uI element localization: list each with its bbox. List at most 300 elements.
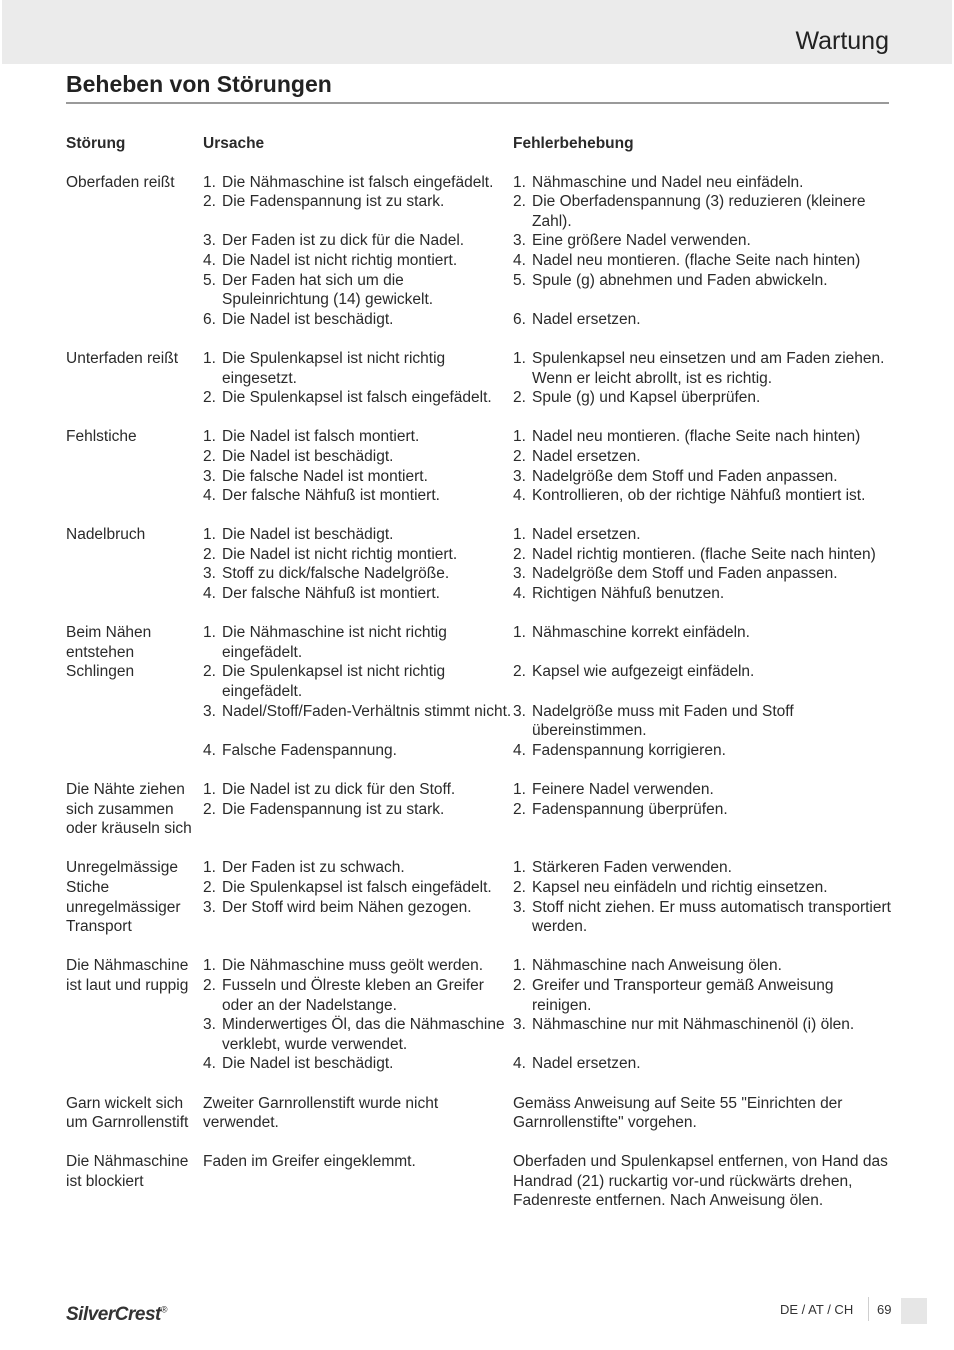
item-number: 1.: [203, 624, 216, 642]
cause-text: Fusseln und Ölreste kleben an Greifer oder an der Nadelstange.: [222, 976, 484, 1014]
fix-text: Nadel ersetzen.: [532, 1055, 641, 1073]
item-number: 2.: [513, 389, 526, 407]
cause-cell: [203, 173, 513, 193]
item-number: 6.: [513, 310, 526, 328]
cause-text: Zweiter Garnrollenstift wurde nicht verwendet.: [203, 1094, 439, 1132]
cause-cell: [203, 192, 513, 231]
cause-fix-pair: [203, 584, 896, 604]
fix-cell: [513, 741, 896, 761]
cause-list-item: [203, 467, 513, 487]
item-number: 3.: [203, 898, 216, 916]
fix-list-item: [513, 349, 896, 388]
cause-cell: [203, 976, 513, 1015]
item-number: 2.: [203, 663, 216, 681]
cause-fix-group: [203, 956, 896, 1074]
problem-cell: Beim Nähen entstehen Schlingen: [66, 624, 152, 681]
problem-cell: Garn wickelt sich um Garnrollenstift: [66, 1094, 189, 1132]
item-number: 2.: [513, 878, 526, 896]
fix-cell: [513, 271, 896, 310]
cause-text: Die Spulenkapsel ist falsch eingefädelt.: [222, 389, 492, 407]
item-number: 2.: [203, 389, 216, 407]
item-number: 4.: [513, 487, 526, 505]
fix-list-item: [513, 467, 896, 487]
fix-cell: [513, 584, 896, 604]
fix-list-item: [513, 800, 896, 820]
cause-cell: [203, 231, 513, 251]
item-number: 3.: [513, 702, 526, 720]
item-number: 1.: [203, 428, 216, 446]
fix-cell: [513, 878, 896, 898]
fix-cell: [513, 427, 896, 447]
fix-list-item: [513, 976, 896, 1015]
cause-text: Die Nähmaschine muss geölt werden.: [222, 957, 484, 975]
fix-text: Fadenspannung korrigieren.: [532, 741, 726, 759]
footer-languages: DE / AT / CH: [780, 1302, 854, 1317]
fix-list-item: [513, 623, 896, 643]
fix-cell: [513, 525, 896, 545]
table-body: [66, 173, 896, 1211]
page-number: 69: [877, 1302, 892, 1317]
cause-fix-pair: [203, 702, 896, 741]
cause-fix-pair: [203, 251, 896, 271]
item-number: 2.: [513, 193, 526, 211]
cause-fix-group: [203, 427, 896, 505]
fix-text: Eine größere Nadel verwenden.: [532, 232, 751, 250]
cause-list-item: [203, 956, 513, 976]
page-title: Beheben von Störungen: [66, 71, 332, 97]
cause-text: Die falsche Nadel ist montiert.: [222, 467, 428, 485]
cause-text: Der Stoff wird beim Nähen gezogen.: [222, 898, 472, 916]
cause-text: Die Nadel ist beschädigt.: [222, 526, 394, 544]
fix-list-item: [513, 702, 896, 741]
cause-list-item: [203, 447, 513, 467]
cause-fix-pair: [203, 564, 896, 584]
fix-text: Feinere Nadel verwenden.: [532, 781, 714, 798]
fix-text: Stärkeren Faden verwenden.: [532, 859, 732, 877]
cause-cell: [203, 702, 513, 741]
cause-text: Die Fadenspannung ist zu stark.: [222, 800, 445, 818]
footer-divider: [868, 1297, 869, 1321]
column-header-problem: Störung: [66, 135, 126, 152]
fix-cell: [513, 956, 896, 976]
cause-list-item: [203, 976, 513, 1015]
cause-fix-pair: [203, 800, 896, 820]
cause-text: Nadel/Stoff/Faden-Verhältnis stimmt nicht.: [222, 702, 512, 720]
cause-list-item: [203, 1054, 513, 1074]
cause-text: Faden im Greifer eingeklemmt.: [203, 1153, 416, 1171]
cause-cell: [203, 1015, 513, 1054]
cause-fix-group: [203, 623, 896, 760]
cause-cell: [203, 800, 513, 820]
cause-cell: [203, 271, 513, 310]
fix-cell: [513, 564, 896, 584]
column-header-cause: Ursache: [203, 135, 265, 152]
cause-text: Der Faden ist zu dick für die Nadel.: [222, 232, 465, 250]
item-number: 1.: [513, 781, 526, 798]
fix-list-item: [513, 388, 896, 408]
cause-fix-pair: [203, 427, 896, 447]
item-number: 1.: [203, 349, 216, 367]
table-row: [66, 173, 896, 330]
fix-list-item: [513, 486, 896, 506]
fix-text: Nähmaschine und Nadel neu einfädeln.: [532, 173, 804, 191]
cause-fix-pair: [203, 310, 896, 330]
fix-list-item: [513, 545, 896, 565]
section-title: Wartung: [795, 27, 889, 55]
item-number: 3.: [513, 898, 526, 916]
cause-text: Die Nadel ist nicht richtig montiert.: [222, 545, 458, 563]
item-number: 3.: [203, 232, 216, 250]
fix-text: Nadelgröße muss mit Faden und Stoff übereinstimmen.: [532, 702, 794, 740]
fix-text: Gemäss Anweisung auf Seite 55 "Einrichten der Garnrollenstifte" vorgehen.: [513, 1094, 843, 1132]
cause-text: Die Fadenspannung ist zu stark.: [222, 193, 445, 211]
fix-cell: [513, 976, 896, 1015]
item-number: 2.: [203, 193, 216, 211]
table-row: [66, 525, 896, 603]
cause-text: Die Nähmaschine ist falsch eingefädelt.: [222, 173, 494, 191]
fix-text: Kapsel wie aufgezeigt einfädeln.: [532, 663, 755, 681]
fix-text: Kapsel neu einfädeln und richtig einsetzen.: [532, 878, 828, 896]
fix-text: Kontrollieren, ob der richtige Nähfuß montiert ist.: [532, 487, 866, 505]
fix-list-item: [513, 956, 896, 976]
cause-fix-pair: [203, 173, 896, 193]
cause-cell: [203, 1054, 513, 1074]
fix-list-item: [513, 173, 896, 193]
item-number: 5.: [513, 271, 526, 289]
fix-list-item: [513, 898, 896, 937]
fix-list-item: [513, 427, 896, 447]
cause-list-item: [203, 662, 513, 701]
cause-fix-pair: [203, 623, 896, 662]
cause-cell: [203, 780, 513, 800]
problem-cell: Die Nähmaschine ist laut und ruppig: [66, 957, 189, 994]
cause-cell: [203, 662, 513, 701]
problem-cell: Die Nähte ziehen sich zusammen oder kräuseln sich: [66, 781, 192, 838]
item-number: 4.: [203, 1055, 216, 1073]
cause-cell: [203, 388, 513, 408]
fix-cell: [513, 800, 896, 820]
cause-cell: [203, 251, 513, 271]
item-number: 2.: [513, 545, 526, 563]
cause-fix-pair: [203, 271, 896, 310]
cause-fix-pair: [203, 231, 896, 251]
item-number: 5.: [203, 271, 216, 289]
cause-fix-pair: [203, 467, 896, 487]
fix-list-item: [513, 780, 896, 800]
item-number: 2.: [203, 878, 216, 896]
item-number: 3.: [203, 467, 216, 485]
fix-text: Nähmaschine nur mit Nähmaschinenöl (i) ölen.: [532, 1016, 855, 1034]
table-header-row: [66, 134, 896, 154]
fix-cell: [513, 858, 896, 878]
cause-fix-group: [203, 1152, 896, 1211]
fix-text: Spule (g) abnehmen und Faden abwickeln.: [532, 271, 828, 289]
cause-list-item: [203, 702, 513, 722]
cause-list-item: [203, 741, 513, 761]
cause-text: Die Nähmaschine ist nicht richtig eingefädelt.: [222, 624, 447, 661]
fix-text: Spule (g) und Kapsel überprüfen.: [532, 389, 761, 407]
fix-cell: [513, 447, 896, 467]
cause-cell: [203, 486, 513, 506]
item-number: 1.: [513, 173, 526, 191]
fix-cell: [513, 1015, 896, 1054]
cause-text: Die Nadel ist nicht richtig montiert.: [222, 251, 458, 269]
cause-fix-group: [203, 173, 896, 330]
cause-fix-pair: [203, 1015, 896, 1054]
item-number: 3.: [203, 702, 216, 720]
item-number: 1.: [203, 859, 216, 877]
column-header-fix: Fehlerbehebung: [513, 135, 634, 152]
cause-text: Der falsche Nähfuß ist montiert.: [222, 487, 440, 505]
problem-cell: Unregelmässige Stiche unregelmässiger Transport: [66, 859, 181, 936]
cause-fix-group: [203, 525, 896, 603]
cause-fix-pair: [203, 898, 896, 937]
fix-cell: [513, 486, 896, 506]
item-number: 2.: [203, 545, 216, 563]
cause-list-item: [203, 780, 513, 800]
cause-list-item: [203, 584, 513, 604]
cause-list-item: [203, 525, 513, 545]
cause-cell: [203, 1094, 513, 1133]
item-number: 1.: [203, 526, 216, 544]
fix-cell: [513, 173, 896, 193]
fix-text: Die Oberfadenspannung (3) reduzieren (kleinere Zahl).: [532, 193, 866, 230]
item-number: 3.: [513, 1016, 526, 1034]
item-number: 2.: [513, 663, 526, 681]
fix-cell: [513, 192, 896, 231]
item-number: 6.: [203, 310, 216, 328]
cause-cell: [203, 584, 513, 604]
fix-list-item: [513, 1015, 896, 1035]
item-number: 1.: [513, 859, 526, 877]
fix-list-item: [513, 192, 896, 231]
cause-list-item: [203, 858, 513, 878]
cause-text: Minderwertiges Öl, das die Nähmaschine verklebt, wurde verwendet.: [222, 1016, 505, 1053]
cause-text: Die Nadel ist zu dick für den Stoff.: [222, 781, 456, 798]
cause-text: Der Faden ist zu schwach.: [222, 859, 405, 877]
fix-list-item: [513, 447, 896, 467]
cause-cell: [203, 427, 513, 447]
cause-fix-pair: [203, 741, 896, 761]
fix-list-item: [513, 251, 896, 271]
cause-fix-pair: [203, 545, 896, 565]
cause-fix-pair: [203, 780, 896, 800]
item-number: 3.: [203, 1016, 216, 1034]
item-number: 4.: [203, 585, 216, 603]
fix-list-item: [513, 1054, 896, 1074]
item-number: 3.: [513, 565, 526, 583]
table-row: [66, 858, 896, 936]
fix-list-item: [513, 310, 896, 330]
fix-cell: [513, 545, 896, 565]
cause-cell: [203, 545, 513, 565]
problem-cell: Nadelbruch: [66, 526, 146, 544]
cause-list-item: [203, 271, 513, 310]
cause-list-item: [203, 251, 513, 271]
cause-cell: [203, 447, 513, 467]
cause-fix-pair: [203, 349, 896, 388]
item-number: 1.: [513, 957, 526, 975]
item-number: 1.: [203, 173, 216, 191]
cause-fix-pair: [203, 388, 896, 408]
fix-text: Spulenkapsel neu einsetzen und am Faden ziehen. Wenn er leicht abrollt, ist es richtig.: [532, 349, 885, 387]
cause-text: Die Spulenkapsel ist nicht richtig eingesetzt.: [222, 349, 446, 387]
fix-text: Nadelgröße dem Stoff und Faden anpassen.: [532, 565, 838, 583]
item-number: 4.: [513, 741, 526, 759]
fix-list-item: [513, 662, 896, 682]
fix-text: Nadel ersetzen.: [532, 526, 641, 544]
troubleshooting-table: [66, 134, 896, 1231]
cause-cell: [203, 741, 513, 761]
item-number: 1.: [513, 624, 526, 642]
problem-cell: Die Nähmaschine ist blockiert: [66, 1153, 189, 1190]
cause-text: Die Nadel ist beschädigt.: [222, 1055, 394, 1073]
fix-text: Nadelgröße dem Stoff und Faden anpassen.: [532, 467, 838, 485]
cause-cell: [203, 564, 513, 584]
problem-cell: Unterfaden reißt: [66, 349, 178, 367]
cause-text: Falsche Fadenspannung.: [222, 741, 397, 759]
item-number: 3.: [513, 232, 526, 250]
fix-cell: [513, 623, 896, 662]
table-row: [66, 1152, 896, 1211]
fix-list-item: [513, 231, 896, 251]
table-row: [66, 780, 896, 839]
item-number: 4.: [203, 741, 216, 759]
fix-cell: [513, 898, 896, 937]
fix-list-item: [513, 858, 896, 878]
fix-text: Nadel neu montieren. (flache Seite nach hinten): [532, 251, 861, 269]
fix-text: Stoff nicht ziehen. Er muss automatisch transportiert werden.: [532, 898, 891, 936]
problem-cell: Fehlstiche: [66, 428, 137, 446]
table-row: [66, 623, 896, 760]
cause-text: Stoff zu dick/falsche Nadelgröße.: [222, 565, 450, 583]
cause-list-item: [203, 564, 513, 584]
item-number: 2.: [203, 800, 216, 818]
fix-cell: [513, 349, 896, 388]
table-row: [66, 427, 896, 505]
item-number: 2.: [203, 447, 216, 465]
fix-list-item: [513, 741, 896, 761]
item-number: 4.: [513, 585, 526, 603]
fix-text: Greifer und Transporteur gemäß Anweisung reinigen.: [532, 976, 834, 1014]
cause-text: Der Faden hat sich um die Spuleinrichtung (14) gewickelt.: [222, 271, 434, 309]
cause-fix-pair: [203, 192, 896, 231]
cause-list-item: [203, 545, 513, 565]
cause-list-item: [203, 898, 513, 918]
cause-list-item: [203, 878, 513, 898]
cause-cell: [203, 1152, 513, 1211]
item-number: 4.: [513, 251, 526, 269]
cause-list-item: [203, 1015, 513, 1054]
item-number: 1.: [513, 526, 526, 544]
cause-cell: [203, 623, 513, 662]
fix-cell: [513, 1054, 896, 1074]
cause-list-item: [203, 192, 513, 212]
cause-cell: [203, 310, 513, 330]
item-number: 3.: [203, 565, 216, 583]
cause-fix-pair: [203, 525, 896, 545]
cause-cell: [203, 858, 513, 878]
cause-list-item: [203, 427, 513, 447]
cause-cell: [203, 349, 513, 388]
cause-fix-group: [203, 780, 896, 839]
cause-text: Die Spulenkapsel ist falsch eingefädelt.: [222, 878, 492, 896]
cause-list-item: [203, 388, 513, 408]
cause-fix-pair: [203, 1152, 896, 1211]
table-row: [66, 349, 896, 408]
item-number: 4.: [513, 1055, 526, 1073]
fix-text: Nähmaschine korrekt einfädeln.: [532, 624, 750, 642]
cause-list-item: [203, 486, 513, 506]
cause-list-item: [203, 800, 513, 820]
item-number: 4.: [203, 487, 216, 505]
cause-fix-pair: [203, 447, 896, 467]
title-divider: [66, 102, 889, 104]
item-number: 2.: [513, 800, 526, 818]
table-row: [66, 956, 896, 1074]
cause-fix-pair: [203, 662, 896, 701]
item-number: 2.: [513, 976, 526, 994]
fix-text: Richtigen Nähfuß benutzen.: [532, 585, 725, 603]
fix-cell: [513, 780, 896, 800]
cause-text: Die Spulenkapsel ist nicht richtig eingefädelt.: [222, 663, 446, 701]
item-number: 4.: [203, 251, 216, 269]
fix-list-item: [513, 525, 896, 545]
item-number: 3.: [513, 467, 526, 485]
cause-list-item: [203, 349, 513, 388]
cause-fix-group: [203, 858, 896, 936]
cause-fix-group: [203, 1094, 896, 1133]
cause-cell: [203, 956, 513, 976]
fix-text: Nadel ersetzen.: [532, 447, 641, 465]
cause-fix-pair: [203, 858, 896, 878]
cause-list-item: [203, 310, 513, 330]
brand-name: SilverCrest: [66, 1304, 161, 1325]
cause-fix-pair: [203, 1094, 896, 1133]
cause-cell: [203, 525, 513, 545]
brand-logo: [66, 1304, 167, 1326]
fix-list-item: [513, 584, 896, 604]
registered-mark: ®: [160, 1304, 167, 1315]
fix-text: Nähmaschine nach Anweisung ölen.: [532, 957, 782, 975]
cause-fix-pair: [203, 486, 896, 506]
cause-list-item: [203, 173, 513, 193]
fix-cell: [513, 388, 896, 408]
footer-tab-marker: [901, 1298, 927, 1324]
fix-list-item: [513, 878, 896, 898]
fix-cell: [513, 1152, 896, 1211]
cause-cell: [203, 467, 513, 487]
item-number: 2.: [203, 976, 216, 994]
cause-fix-group: [203, 349, 896, 408]
cause-list-item: [203, 231, 513, 251]
cause-cell: [203, 878, 513, 898]
fix-text: Fadenspannung überprüfen.: [532, 800, 728, 818]
table-row: [66, 1094, 896, 1133]
item-number: 1.: [513, 349, 526, 367]
cause-fix-pair: [203, 976, 896, 1015]
fix-text: Nadel richtig montieren. (flache Seite nach hinten): [532, 545, 876, 563]
fix-cell: [513, 251, 896, 271]
cause-text: Der falsche Nähfuß ist montiert.: [222, 585, 440, 603]
item-number: 2.: [513, 447, 526, 465]
fix-cell: [513, 662, 896, 701]
cause-text: Die Nadel ist beschädigt.: [222, 310, 394, 328]
cause-text: Die Nadel ist beschädigt.: [222, 447, 394, 465]
fix-text: Oberfaden und Spulenkapsel entfernen, von Hand das Handrad (21) ruckartig vor-und rückwärts drehen, Fadenreste entfernen. Nach Anweisung ölen.: [513, 1153, 888, 1210]
item-number: 1.: [203, 781, 216, 798]
fix-list-item: [513, 271, 896, 291]
